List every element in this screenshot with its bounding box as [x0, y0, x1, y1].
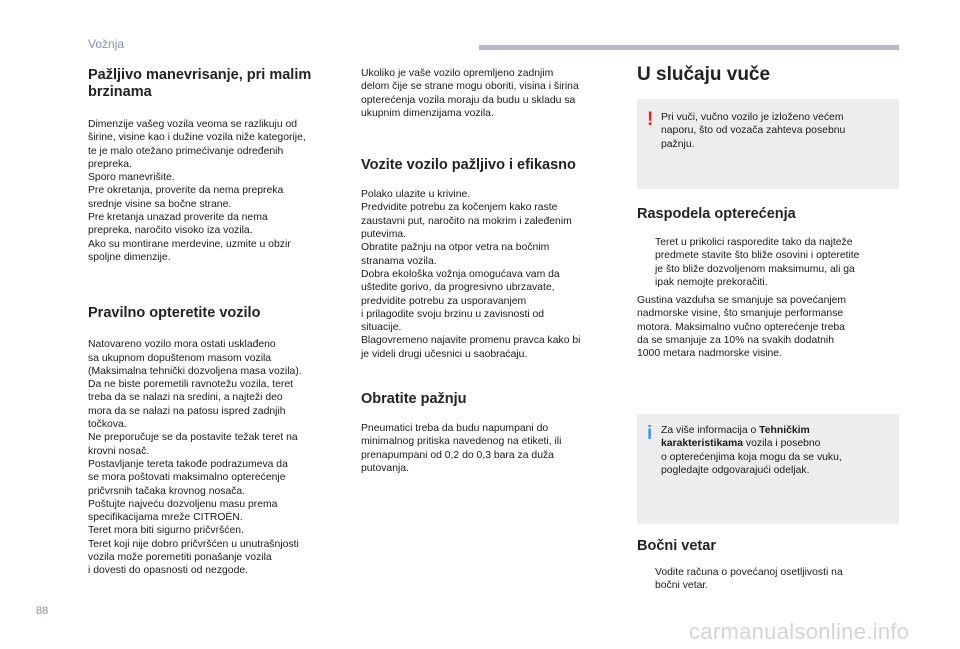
page-number: 88 [36, 605, 49, 617]
careful-maneuvering-text: Dimenzije vašeg vozila veoma se razlikuju od širine, visine kao i dužine vozila niže kategorije, te je malo otežano primećivanje određenih prepreka. Sporo manevrišite. Pre okretanja, proverite da nema prepreka srednje visine sa bočne strane. Pre kretanja unazad proverite da nema prepreka, naročito visoko iza vozila. Ako su montirane merdevine, uzmite u obzir spoljne dimenzije. [88, 119, 306, 263]
info-box [637, 414, 899, 524]
heading-proper-loading: Pravilno opteretite vozilo [88, 305, 261, 322]
warning-text: Pri vuči, vučno vozilo je izloženo većem naporu, što od vozača zahteva posebnu pažnju. [661, 112, 846, 150]
heading-careful-maneuvering: Pažljivo manevrisanje, pri malim brzinama [88, 67, 312, 100]
header-bar [479, 45, 899, 50]
pay-attention-text: Pneumatici treba da budu napumpani do minimalnog pritiska navedenog na etiketi, ili prenapumpani od 0,2 do 0,3 bara za duža putovanja. [361, 423, 562, 474]
air-density-text: Gustina vazduha se smanjuje sa povećanjem nadmorske visine, što smanjuje performanse motora. Maksimalno vučno opterećenje treba da se smanjuje za 10% na svakih dodatnih 1000 metara nadmorske visine. [637, 295, 847, 360]
folding-sides-text: Ukoliko je vaše vozilo opremljeno zadnjim delom čije se strane mogu oboriti, visina i širina opterećenja vozila moraju da budu u skladu sa ukupnim dimenzijama vozila. [361, 68, 579, 119]
drive-carefully-text: Polako ulazite u krivine. Predvidite potrebu za kočenjem kako raste zaustavni put, naročito na mokrim i zaleđenim putevima. Obratite pažnju na otpor vetra na bočnim stranama vozila. Dobra ekološka vožnja omogućava vam da uštedite gorivo, da progresivno ubrzavate, predvidite potrebu za usporavanjem i prilagodite svoju brzinu u zavisnosti od situacije. Blagovremeno najavite promenu pravca kako bi je videli drugi učesnici u saobraćaju. [361, 189, 581, 360]
heading-drive-carefully: Vozite vozilo pažljivo i efikasno [361, 157, 576, 174]
info-text-link: Tehničkim karakteristikama [661, 425, 810, 450]
heading-pay-attention: Obratite pažnju [361, 391, 467, 408]
load-distribution-bullet: Teret u prikolici rasporedite tako da najteže predmete stavite što bliže osovini i opteretite je što bliže dozvoljenom maksimumu, ali ga ipak nemojte prekoračiti. [655, 237, 860, 288]
column-right [637, 64, 899, 86]
heading-load-distribution: Raspodela opterećenja [637, 206, 796, 222]
info-text [661, 424, 889, 477]
info-text-suffix: vozila i posebno o opterećenjima koja mogu da se vuku, pogledajte odgovarajući odeljak. [661, 438, 842, 476]
watermark: carmanualsonline.info [689, 619, 910, 644]
heading-crosswind: Bočni vetar [637, 538, 716, 554]
crosswind-bullet: Vodite računa o povećanoj osetljivosti na bočni vetar. [655, 567, 843, 592]
warning-box [637, 99, 899, 189]
heading-towing: U slučaju vuče [637, 64, 771, 85]
column-middle [361, 67, 619, 475]
info-icon: i [647, 423, 653, 444]
section-header: Vožnja [88, 37, 125, 51]
warning-icon: ! [647, 109, 654, 130]
column-left [88, 67, 350, 578]
info-text-prefix: Za više informacija o [661, 425, 760, 436]
proper-loading-text: Natovareno vozilo mora ostati usklađeno sa ukupnom dopuštenom masom vozila (Maksimalna tehnički dozvoljena masa vozila). Da ne biste poremetili ravnotežu vozila, teret treba da se nalazi na sredini, a najteži deo mora da se nalazi na patosu ispred zadnjih točkova. Ne preporučuje se da postavite težak teret na krovni nosač. Postavljanje tereta takođe podrazumeva da se mora poštovati maksimalno opterećenje pričvrsnih tačaka krovnog nosača. Poštujte najveću dozvoljenu masu prema specifikacijama mreže CITROËN. Teret mora biti sigurno pričvršćen. Teret koji nije dobro pričvršćen u unutrašnjosti vozila može poremetiti ponašanje vozila i dovesti do opasnosti od nezgode. [88, 339, 302, 577]
